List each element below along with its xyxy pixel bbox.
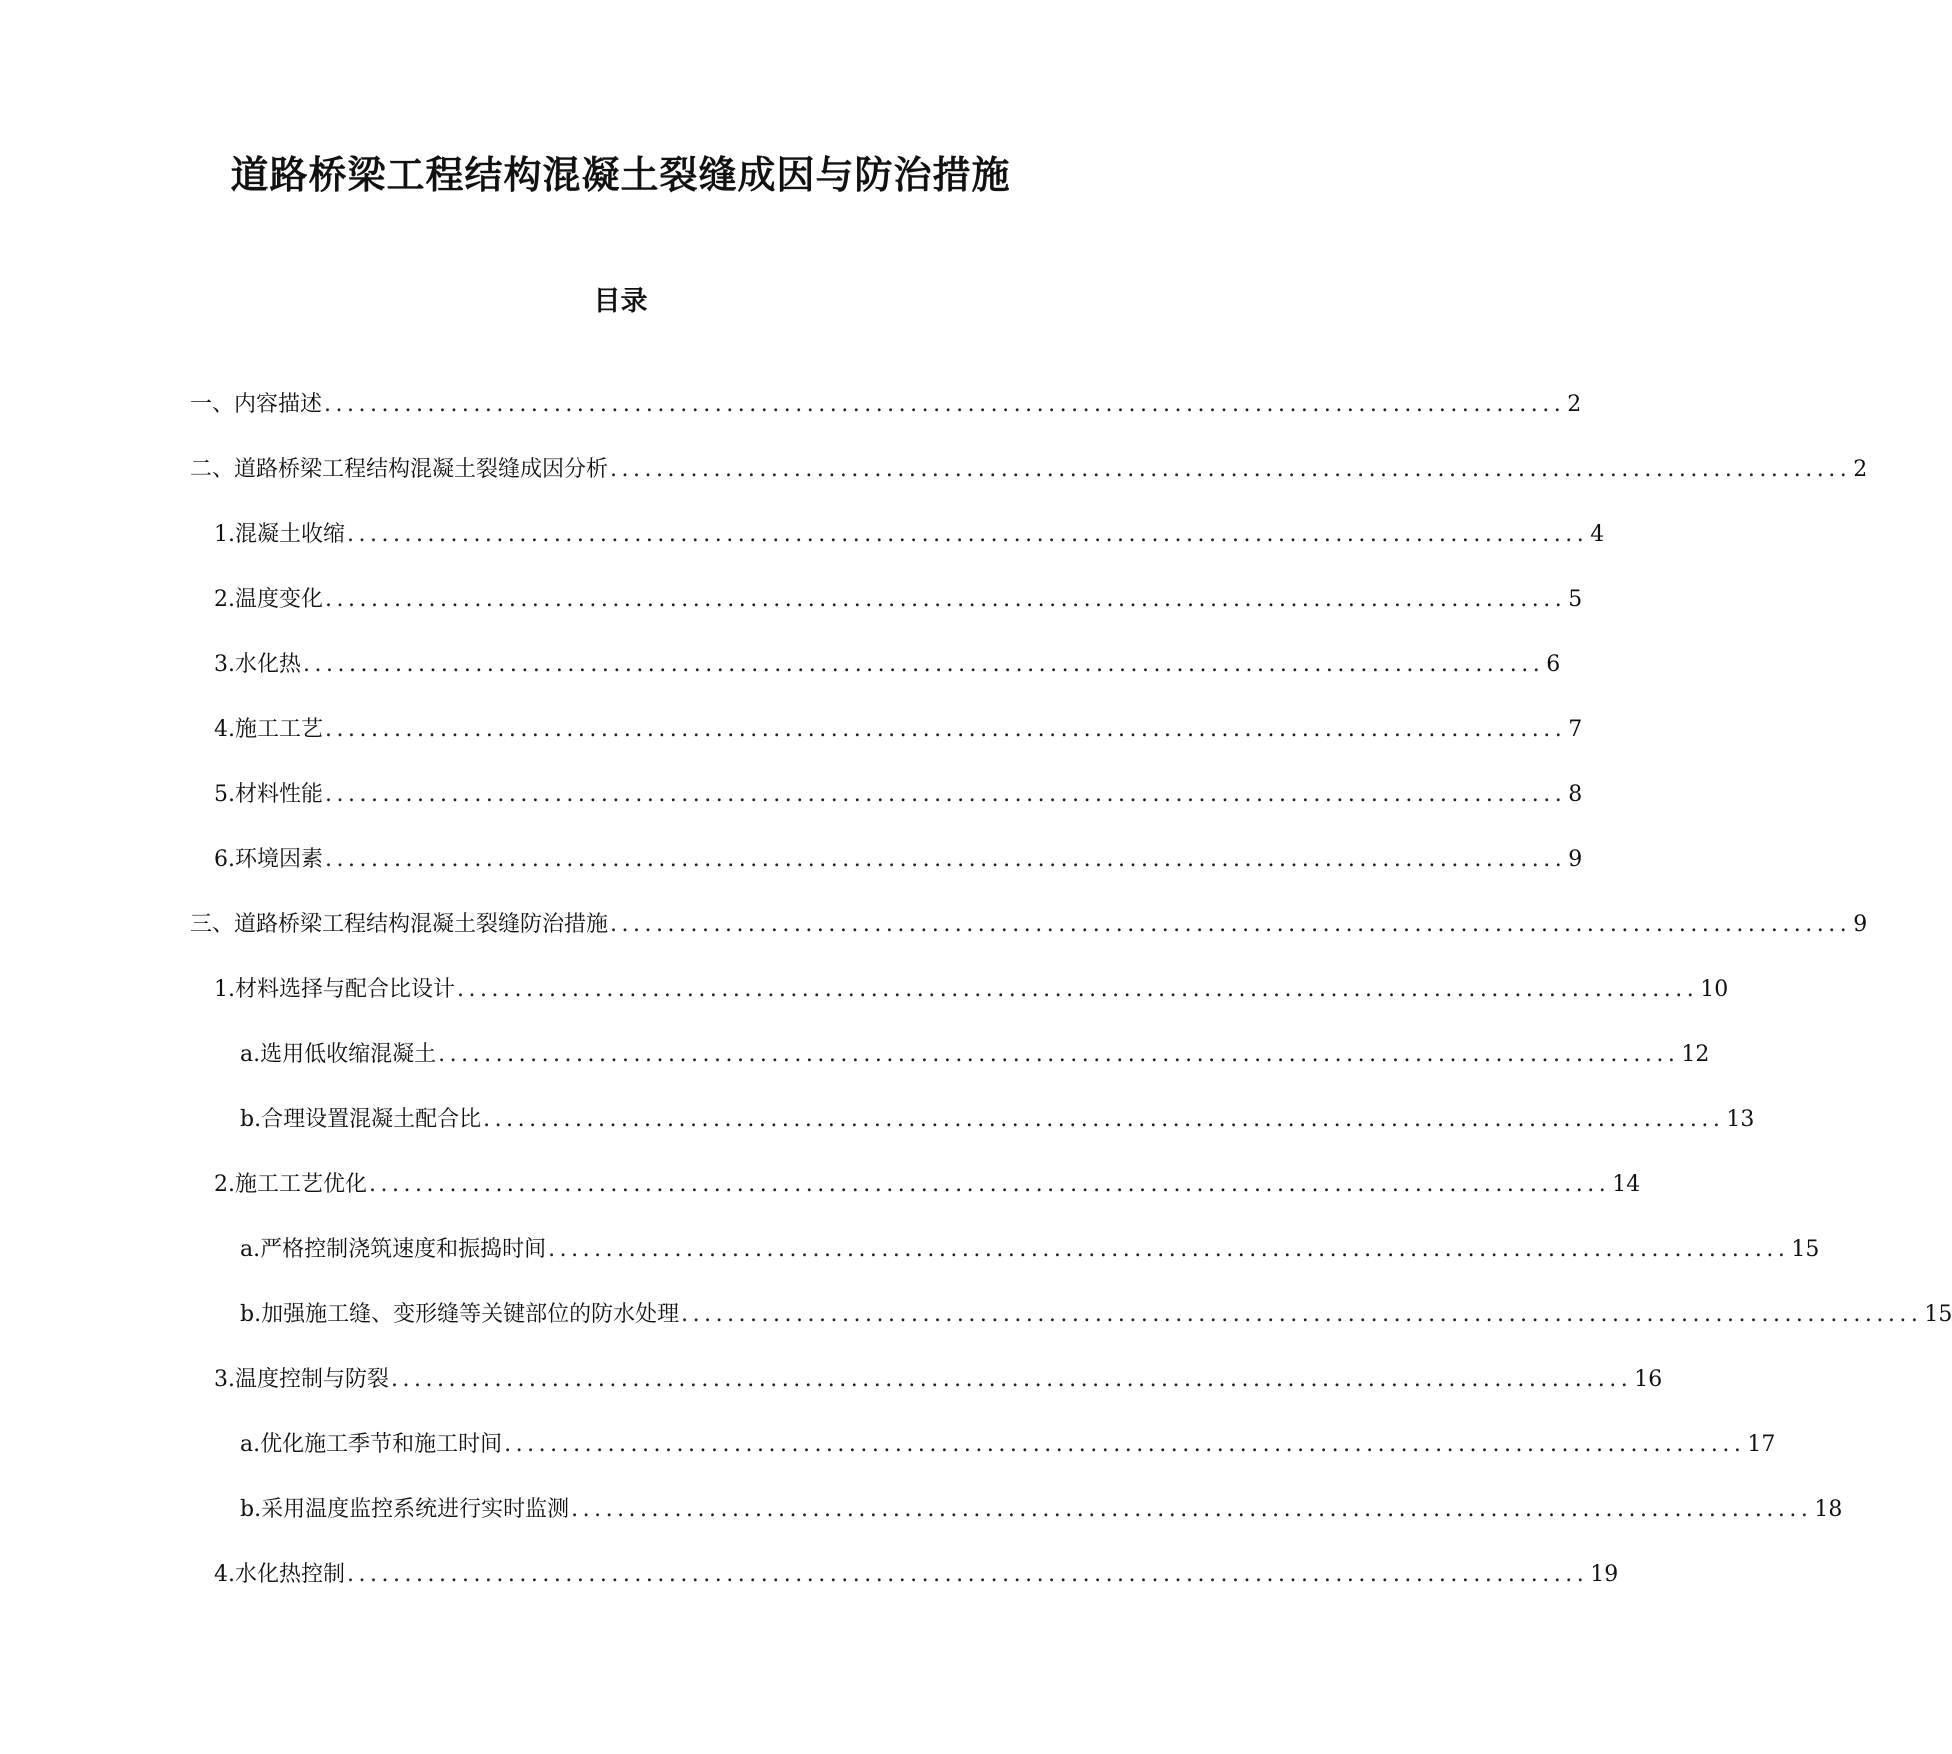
toc-page-number: 8: [1568, 782, 1583, 807]
toc-entry[interactable]: [214, 845, 1583, 875]
toc-entry-text: 施工工艺优化: [235, 1172, 368, 1197]
toc-entry-number: 1.: [214, 522, 235, 547]
toc-page-number: 15: [1924, 1302, 1952, 1327]
toc-entry-text: 三、道路桥梁工程结构混凝土裂缝防治措施: [190, 912, 609, 937]
toc-page-number: 12: [1681, 1042, 1710, 1067]
toc-entry[interactable]: [240, 1105, 1755, 1135]
toc-entry[interactable]: [214, 1170, 1641, 1200]
toc-entry-number: a.: [240, 1432, 261, 1457]
toc-entry-number: 6.: [214, 847, 235, 872]
toc-leader-dots: ............................................................................................................: [610, 912, 1852, 937]
toc-page-number: 16: [1634, 1367, 1663, 1392]
toc-entry[interactable]: [214, 520, 1605, 550]
toc-leader-dots: ............................................................................................................: [457, 977, 1699, 1002]
document-title: 道路桥梁工程结构混凝土裂缝成因与防治措施: [230, 152, 1011, 197]
toc-page-number: 2: [1853, 457, 1868, 482]
toc-page-number: 5: [1568, 587, 1583, 612]
toc-entry-number: b.: [240, 1497, 262, 1522]
toc-leader-dots: ............................................................................................................: [681, 1302, 1923, 1327]
toc-page-number: 9: [1568, 847, 1583, 872]
toc-leader-dots: ............................................................................................................: [391, 1367, 1633, 1392]
toc-entry-text: 加强施工缝、变形缝等关键部位的防水处理: [261, 1302, 680, 1327]
toc-entry-number: 4.: [214, 1562, 235, 1587]
toc-leader-dots: ............................................................................................................: [325, 847, 1567, 872]
toc-entry-number: 2.: [214, 1172, 235, 1197]
toc-entry[interactable]: [190, 910, 1868, 940]
toc-entry-number: 2.: [214, 587, 235, 612]
toc-page-number: 13: [1726, 1107, 1755, 1132]
toc-leader-dots: ............................................................................................................: [325, 782, 1567, 807]
toc-entry-number: 3.: [214, 1367, 235, 1392]
toc-entry-text: 温度变化: [235, 587, 324, 612]
toc-entry-number: b.: [240, 1302, 262, 1327]
toc-leader-dots: ............................................................................................................: [324, 392, 1566, 417]
toc-entry[interactable]: [240, 1235, 1820, 1265]
toc-entry[interactable]: [190, 390, 1582, 420]
toc-page-number: 9: [1853, 912, 1868, 937]
toc-leader-dots: ............................................................................................................: [347, 1562, 1589, 1587]
toc-entry-text: 温度控制与防裂: [235, 1367, 390, 1392]
toc-page-number: 10: [1700, 977, 1729, 1002]
toc-entry[interactable]: [240, 1430, 1776, 1460]
toc-leader-dots: ............................................................................................................: [610, 457, 1852, 482]
toc-leader-dots: ............................................................................................................: [571, 1497, 1813, 1522]
toc-entry-text: 环境因素: [235, 847, 324, 872]
toc-entry-text: 采用温度监控系统进行实时监测: [261, 1497, 570, 1522]
toc-entry[interactable]: [214, 1560, 1619, 1590]
toc-heading: 目录: [593, 286, 648, 317]
toc-entry-number: a.: [240, 1042, 261, 1067]
toc-entry[interactable]: [190, 455, 1868, 485]
toc-entry-text: 二、道路桥梁工程结构混凝土裂缝成因分析: [190, 457, 609, 482]
toc-entry-text: 一、内容描述: [190, 392, 323, 417]
toc-page-number: 18: [1814, 1497, 1843, 1522]
toc-entry-text: 施工工艺: [235, 717, 324, 742]
toc-leader-dots: ............................................................................................................: [483, 1107, 1725, 1132]
toc-page-number: 6: [1546, 652, 1561, 677]
toc-leader-dots: ............................................................................................................: [325, 717, 1567, 742]
toc-entry[interactable]: [240, 1300, 1952, 1330]
toc-leader-dots: ............................................................................................................: [438, 1042, 1680, 1067]
toc-entry-text: 混凝土收缩: [235, 522, 346, 547]
toc-entry[interactable]: [214, 585, 1583, 615]
toc-entry[interactable]: [214, 1365, 1663, 1395]
toc-leader-dots: ............................................................................................................: [303, 652, 1545, 677]
toc-page-number: 2: [1567, 392, 1582, 417]
toc-entry[interactable]: [240, 1495, 1843, 1525]
toc-entry-text: 选用低收缩混凝土: [260, 1042, 437, 1067]
toc-leader-dots: ............................................................................................................: [369, 1172, 1611, 1197]
toc-page-number: 17: [1747, 1432, 1776, 1457]
toc-leader-dots: ............................................................................................................: [347, 522, 1589, 547]
toc-entry-number: 5.: [214, 782, 235, 807]
toc-page-number: 4: [1590, 522, 1605, 547]
toc-leader-dots: ............................................................................................................: [548, 1237, 1790, 1262]
toc-entry-number: b.: [240, 1107, 262, 1132]
toc-entry-text: 严格控制浇筑速度和振捣时间: [260, 1237, 547, 1262]
toc-leader-dots: ............................................................................................................: [504, 1432, 1746, 1457]
toc-entry[interactable]: [240, 1040, 1710, 1070]
toc-entry-text: 材料性能: [235, 782, 324, 807]
toc-entry[interactable]: [214, 650, 1561, 680]
toc-page-number: 15: [1791, 1237, 1820, 1262]
toc-entry-number: 1.: [214, 977, 235, 1002]
toc-page-number: 19: [1590, 1562, 1619, 1587]
toc-entry[interactable]: [214, 715, 1583, 745]
toc-entry-text: 优化施工季节和施工时间: [260, 1432, 503, 1457]
toc-entry-text: 合理设置混凝土配合比: [261, 1107, 482, 1132]
toc-entry-number: 3.: [214, 652, 235, 677]
toc-entry-number: 4.: [214, 717, 235, 742]
toc-leader-dots: ............................................................................................................: [325, 587, 1567, 612]
toc-entry-text: 水化热: [235, 652, 302, 677]
toc-entry-text: 材料选择与配合比设计: [235, 977, 456, 1002]
toc-page-number: 14: [1612, 1172, 1641, 1197]
toc-entry[interactable]: [214, 975, 1729, 1005]
toc-entry[interactable]: [214, 780, 1583, 810]
toc-entry-number: a.: [240, 1237, 261, 1262]
toc-page-number: 7: [1568, 717, 1583, 742]
toc-entry-text: 水化热控制: [235, 1562, 346, 1587]
